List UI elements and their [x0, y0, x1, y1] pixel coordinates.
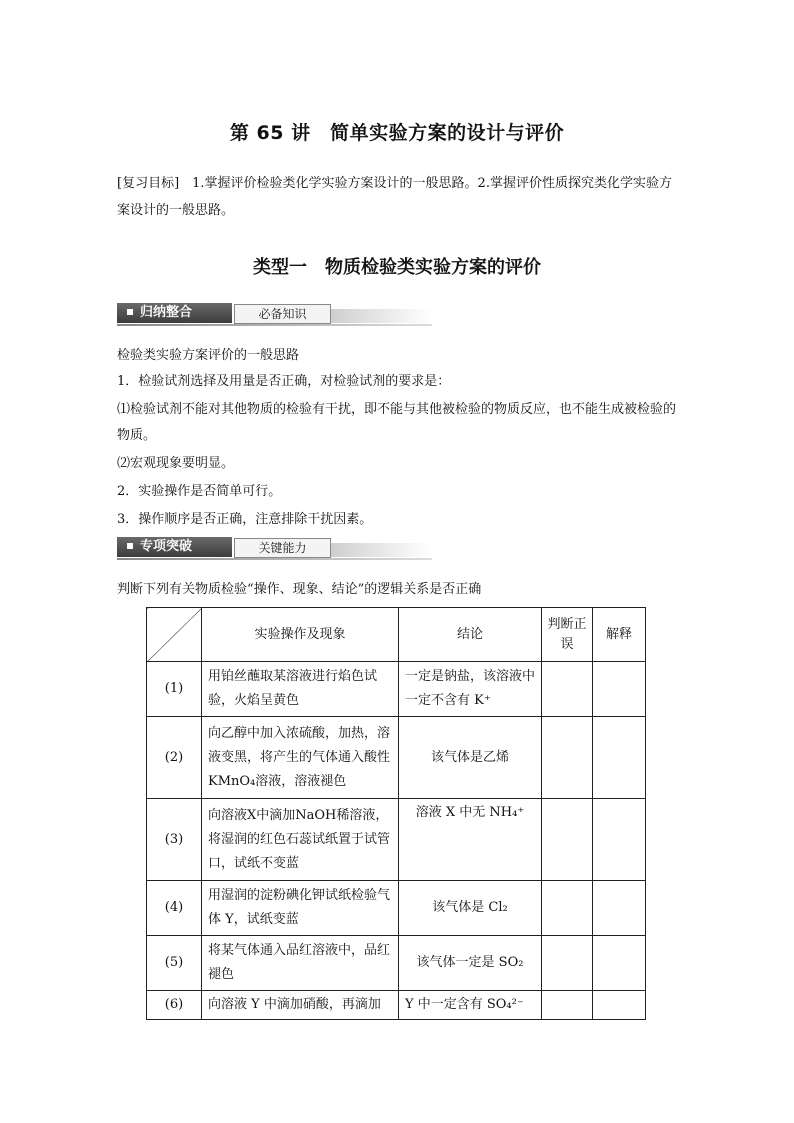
table-header-row: [147, 608, 646, 662]
goals-tag: [复习目标]: [117, 176, 180, 191]
row-explanation-cell[interactable]: [593, 662, 646, 717]
table-corner-cell: [147, 608, 202, 662]
row-conclusion: 该气体是乙烯: [399, 717, 542, 799]
row-number: (4): [147, 881, 202, 936]
row-operation: 向乙醇中加入浓硫酸，加热，溶液变黑，将产生的气体通入酸性 KMnO₄溶液，溶液褪色: [202, 717, 399, 799]
row-explanation-cell[interactable]: [593, 881, 646, 936]
header-judgment: 判断正误: [542, 608, 593, 662]
row-number: (6): [147, 991, 202, 1020]
table-row: [147, 991, 646, 1020]
row-explanation-cell[interactable]: [593, 717, 646, 799]
banner-summary: [117, 303, 432, 325]
row-judgment-cell[interactable]: [542, 936, 593, 991]
banner-fade: [331, 543, 431, 557]
square-icon: [127, 543, 133, 549]
knowledge-p3: ⑵宏观现象要明显。: [117, 456, 235, 471]
banner-rule: [117, 324, 432, 326]
header-explanation: 解释: [593, 608, 646, 662]
review-goals: [117, 170, 682, 224]
row-conclusion: 一定是钠盐，该溶液中一定不含有 K⁺: [399, 662, 542, 717]
banner-practice: [117, 537, 432, 559]
banner-summary-dark: 归纳整合: [117, 303, 232, 323]
row-conclusion: 该气体是 Cl₂: [399, 881, 542, 936]
row-judgment-cell[interactable]: [542, 717, 593, 799]
knowledge-p1: 1．检验试剂选择及用量是否正确，对检验试剂的要求是：: [117, 374, 451, 389]
row-number: (2): [147, 717, 202, 799]
row-conclusion: 该气体一定是 SO₂: [399, 936, 542, 991]
table-row: [147, 662, 646, 717]
row-operation: 向溶液X中滴加NaOH稀溶液，将湿润的红色石蕊试纸置于试管口，试纸不变蓝: [202, 799, 399, 881]
row-number: (1): [147, 662, 202, 717]
row-explanation-cell[interactable]: [593, 799, 646, 881]
row-explanation-cell[interactable]: [593, 991, 646, 1020]
banner-summary-light: 必备知识: [234, 304, 331, 324]
knowledge-p5: 3．操作顺序是否正确，注意排除干扰因素。: [117, 512, 373, 527]
knowledge-p2: ⑴检验试剂不能对其他物质的检验有干扰，即不能与其他被检验的物质反应，也不能生成被检验的物质。: [117, 402, 677, 443]
question-text: 判断下列有关物质检验“操作、现象、结论”的逻辑关系是否正确: [117, 582, 482, 597]
row-operation: 向溶液 Y 中滴加硝酸，再滴加: [202, 991, 399, 1020]
row-explanation-cell[interactable]: [593, 936, 646, 991]
row-number: (3): [147, 799, 202, 881]
row-judgment-cell[interactable]: [542, 991, 593, 1020]
row-operation: 用铂丝蘸取某溶液进行焰色试验，火焰呈黄色: [202, 662, 399, 717]
banner-rule: [117, 558, 432, 560]
row-judgment-cell[interactable]: [542, 881, 593, 936]
section-title: 类型一 物质检验类实验方案的评价: [253, 257, 541, 278]
goals-text: 1.掌握评价检验类化学实验方案设计的一般思路。2.掌握评价性质探究类化学实验方案设计的一般思路。: [117, 176, 672, 218]
row-operation: 用湿润的淀粉碘化钾试纸检验气体 Y，试纸变蓝: [202, 881, 399, 936]
banner-practice-dark: 专项突破: [117, 537, 232, 557]
banner-fade: [331, 309, 431, 323]
table-row: [147, 717, 646, 799]
table-row: [147, 936, 646, 991]
row-operation: 将某气体通入品红溶液中，品红褪色: [202, 936, 399, 991]
knowledge-p4: 2．实验操作是否简单可行。: [117, 484, 282, 499]
square-icon: [127, 309, 133, 315]
judgment-table: [146, 607, 646, 1020]
row-conclusion: 溶液 X 中无 NH₄⁺: [399, 799, 542, 881]
header-conclusion: 结论: [399, 608, 542, 662]
page-title: 第 65 讲 简单实验方案的设计与评价: [229, 122, 565, 144]
row-number: (5): [147, 936, 202, 991]
header-operation: 实验操作及现象: [202, 608, 399, 662]
row-conclusion: Y 中一定含有 SO₄²⁻: [399, 991, 542, 1020]
row-judgment-cell[interactable]: [542, 662, 593, 717]
banner-practice-light: 关键能力: [234, 538, 331, 558]
row-judgment-cell[interactable]: [542, 799, 593, 881]
table-row: [147, 881, 646, 936]
table-row: [147, 799, 646, 881]
knowledge-heading: 检验类实验方案评价的一般思路: [117, 348, 300, 363]
